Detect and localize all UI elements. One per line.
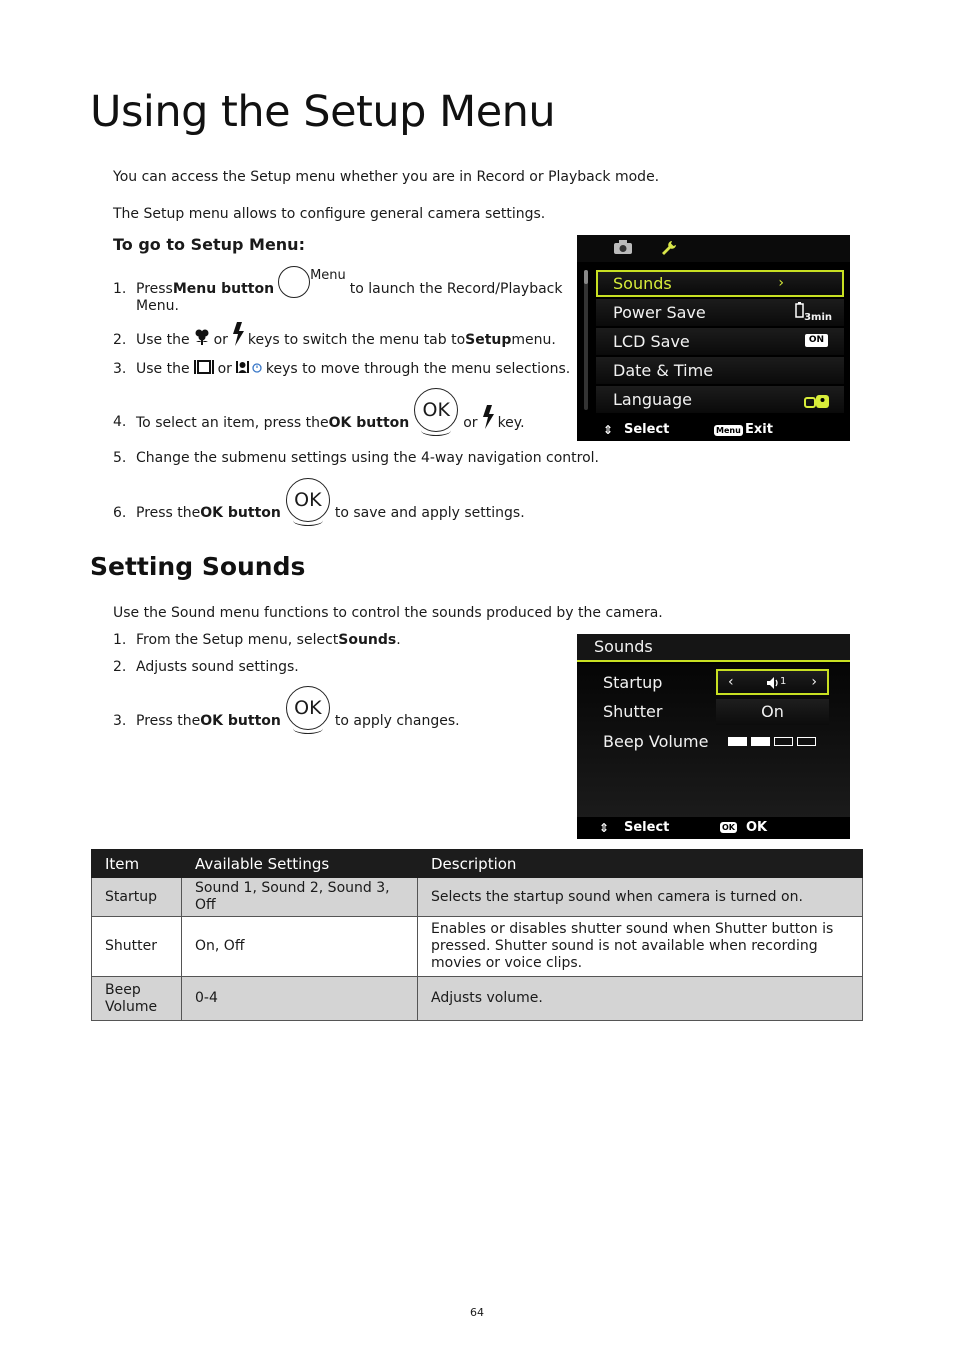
menu-item-language[interactable]: Language: [596, 386, 844, 413]
step-2: 2. Use the or keys to switch the menu tab to Setup menu.: [113, 322, 556, 349]
table-cell: Beep Volume: [92, 977, 182, 1021]
menu-button-icon: [278, 266, 310, 298]
volume-segment: [728, 737, 747, 746]
startup-label: Startup: [603, 673, 663, 692]
step-4: 4. To select an item, press the OK button OK or key.: [113, 388, 525, 432]
menu-item-date-time[interactable]: Date & Time: [596, 357, 844, 384]
volume-segment: [751, 737, 770, 746]
section-title-setting-sounds: Setting Sounds: [90, 552, 306, 581]
chevron-right-icon: ›: [778, 275, 784, 291]
self-timer-icon: [235, 359, 263, 378]
table-header-row: [92, 850, 863, 878]
beep-volume-label: Beep Volume: [603, 732, 709, 751]
table-row: [92, 977, 863, 1021]
table-cell: 0-4: [182, 977, 418, 1021]
beep-volume-bar[interactable]: [728, 737, 816, 746]
table-header: Item: [92, 850, 182, 878]
shutter-value[interactable]: On: [716, 699, 829, 725]
menu-badge: Menu: [716, 426, 741, 435]
startup-selector[interactable]: [716, 669, 829, 695]
intro-paragraph-1: You can access the Setup menu whether you are in Record or Playback mode.: [113, 169, 660, 185]
sounds-screen-title: Sounds: [577, 634, 850, 662]
goto-setup-heading: To go to Setup Menu:: [113, 235, 305, 254]
step-6: 6. Press the OK button OK to save and apply settings.: [113, 478, 525, 522]
table-header: Description: [418, 850, 863, 878]
table-cell: Adjusts volume.: [418, 977, 863, 1021]
page-title: Using the Setup Menu: [90, 87, 556, 137]
chevron-right-icon: ›: [811, 674, 817, 690]
battery-icon: 3min: [795, 302, 832, 318]
menu-button-icon-label: Menu: [310, 268, 346, 283]
table-cell: Sound 1, Sound 2, Sound 3, Off: [182, 878, 418, 917]
sounds-step-2: 2. Adjusts sound settings.: [113, 659, 299, 675]
sounds-menu-screenshot: [577, 634, 850, 839]
menu-item-sounds[interactable]: Sounds ›: [596, 270, 844, 297]
shutter-label: Shutter: [603, 702, 663, 721]
language-icon: [804, 392, 830, 419]
menu-item-lcd-save[interactable]: LCD Save ON: [596, 328, 844, 355]
flash-icon: [231, 322, 245, 349]
table-cell: Startup: [92, 878, 182, 917]
sounds-step-1: 1. From the Setup menu, select Sounds .: [113, 632, 401, 648]
volume-segment: [774, 737, 793, 746]
wrench-tab-icon: [661, 240, 677, 260]
display-mode-icon: [193, 359, 215, 378]
camera-tab-icon: [614, 240, 632, 258]
sounds-step-3: 3. Press the OK button OK to apply changes.: [113, 686, 460, 730]
four-way-arrows-icon: ⇕: [599, 821, 610, 835]
setup-screen-footer: ⇕ Select Menu Exit: [577, 419, 850, 441]
sounds-screen-footer: ⇕ Select OK OK: [577, 817, 850, 839]
intro-paragraph-2: The Setup menu allows to configure general camera settings.: [113, 206, 546, 222]
volume-segment: [797, 737, 816, 746]
table-cell: Selects the startup sound when camera is turned on.: [418, 878, 863, 917]
table-cell: Shutter: [92, 917, 182, 977]
sound-settings-table: [91, 849, 863, 1021]
table-row: [92, 917, 863, 977]
sounds-screen-body: [577, 664, 850, 817]
sounds-intro: Use the Sound menu functions to control the sounds produced by the camera.: [113, 605, 663, 621]
table-cell: Enables or disables shutter sound when Shutter button is pressed. Shutter sound is not available when recording movies or voice clips.: [418, 917, 863, 977]
ok-badge: OK: [722, 823, 735, 832]
setup-menu-screenshot: [577, 235, 850, 441]
step-3: 3. Use the or keys to move through the menu selections.: [113, 361, 571, 377]
table-cell: On, Off: [182, 917, 418, 977]
lcd-save-badge: ON: [805, 334, 828, 347]
step-1: 1. Press Menu button Menu to launch the Record/Playback Menu.: [113, 262, 563, 315]
table-row: [92, 878, 863, 917]
step-5: 5. Change the submenu settings using the 4-way navigation control.: [113, 450, 600, 466]
menu-scrollbar[interactable]: [584, 270, 588, 410]
page-number: 64: [470, 1306, 484, 1319]
speaker-icon: [766, 674, 780, 696]
ok-button-icon: OK: [414, 388, 458, 432]
macro-flower-icon: [193, 328, 211, 349]
menu-item-power-save[interactable]: Power Save $_{3min}$: [596, 299, 844, 326]
step-1-text: Press Menu button Menu to launch the Record/Playback Menu.: [136, 268, 563, 314]
flash-icon: [481, 405, 495, 432]
chevron-left-icon: ‹: [728, 674, 734, 690]
startup-value: 1: [780, 676, 787, 687]
four-way-arrows-icon: ⇕: [603, 423, 614, 437]
table-header: Available Settings: [182, 850, 418, 878]
ok-button-icon: OK: [286, 478, 330, 522]
ok-button-icon: OK: [286, 686, 330, 730]
menu-tab-bar: [577, 235, 850, 262]
